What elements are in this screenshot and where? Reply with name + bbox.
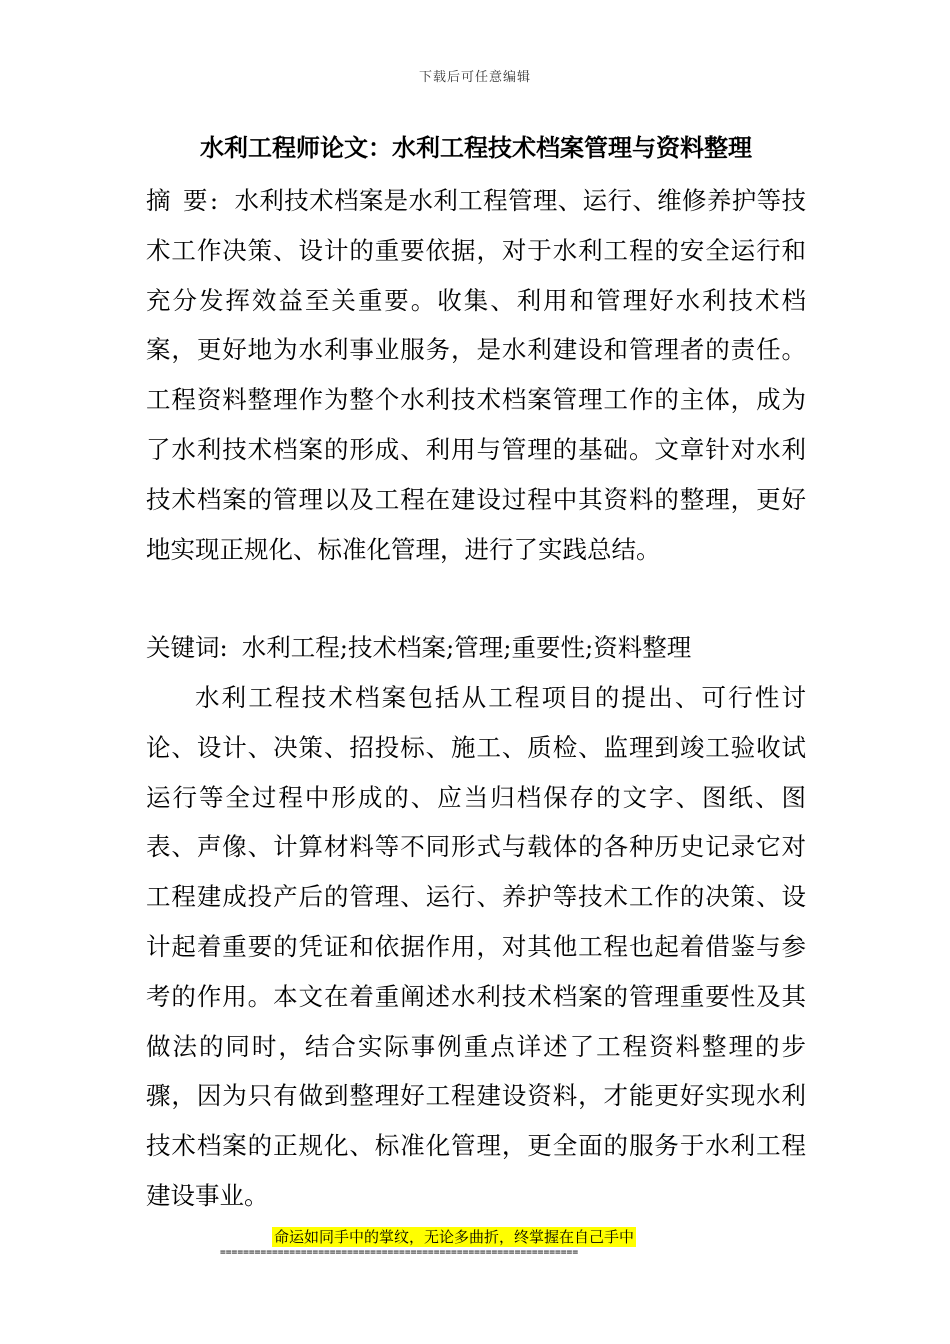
footer-motto: 命运如同手中的掌纹，无论多曲折，终掌握在自己手中 <box>274 1228 635 1246</box>
footer-divider: ============================================================== <box>220 1247 579 1258</box>
keywords-line <box>146 623 806 673</box>
keywords-label: 关键词: <box>146 633 228 662</box>
main-paragraph: 水利工程技术档案包括从工程项目的提出、可行性讨论、设计、决策、招投标、施工、质检、监理到竣工验收试运行等全过程中形成的、应当归档保存的文字、图纸、图表、声像、计算材料等不同形式与载体的各种历史记录它对工程建成投产后的管理、运行、养护等技术工作的决策、设计起着重要的凭证和依据作用，对其他工程也起着借鉴与参考的作用。本文在着重阐述水利技术档案的管理重要性及其做法的同时，结合实际事例重点详述了工程资料整理的步骤，因为只有做到整理好工程建设资料，才能更好实现水利技术档案的正规化、标准化管理，更全面的服务于水利工程建设事业。 <box>146 683 806 1210</box>
keywords-text: 水利工程;技术档案;管理;重要性;资料整理 <box>241 633 692 662</box>
page-title: 水利工程师论文：水利工程技术档案管理与资料整理 <box>200 133 752 162</box>
abstract-label: 摘 要: <box>146 186 221 215</box>
abstract-text: 水利技术档案是水利工程管理、运行、维修养护等技术工作决策、设计的重要依据，对于水利工程的安全运行和充分发挥效益至关重要。收集、利用和管理好水利技术档案，更好地为水利事业服务，是水利建设和管理者的责任。工程资料整理作为整个水利技术档案管理工作的主体，成为了水利技术档案的形成、利用与管理的基础。文章针对水利技术档案的管理以及工程在建设过程中其资料的整理，更好地实现正规化、标准化管理，进行了实践总结。 <box>146 186 807 564</box>
abstract-paragraph <box>146 176 806 574</box>
header-note: 下载后可任意编辑 <box>418 70 531 85</box>
